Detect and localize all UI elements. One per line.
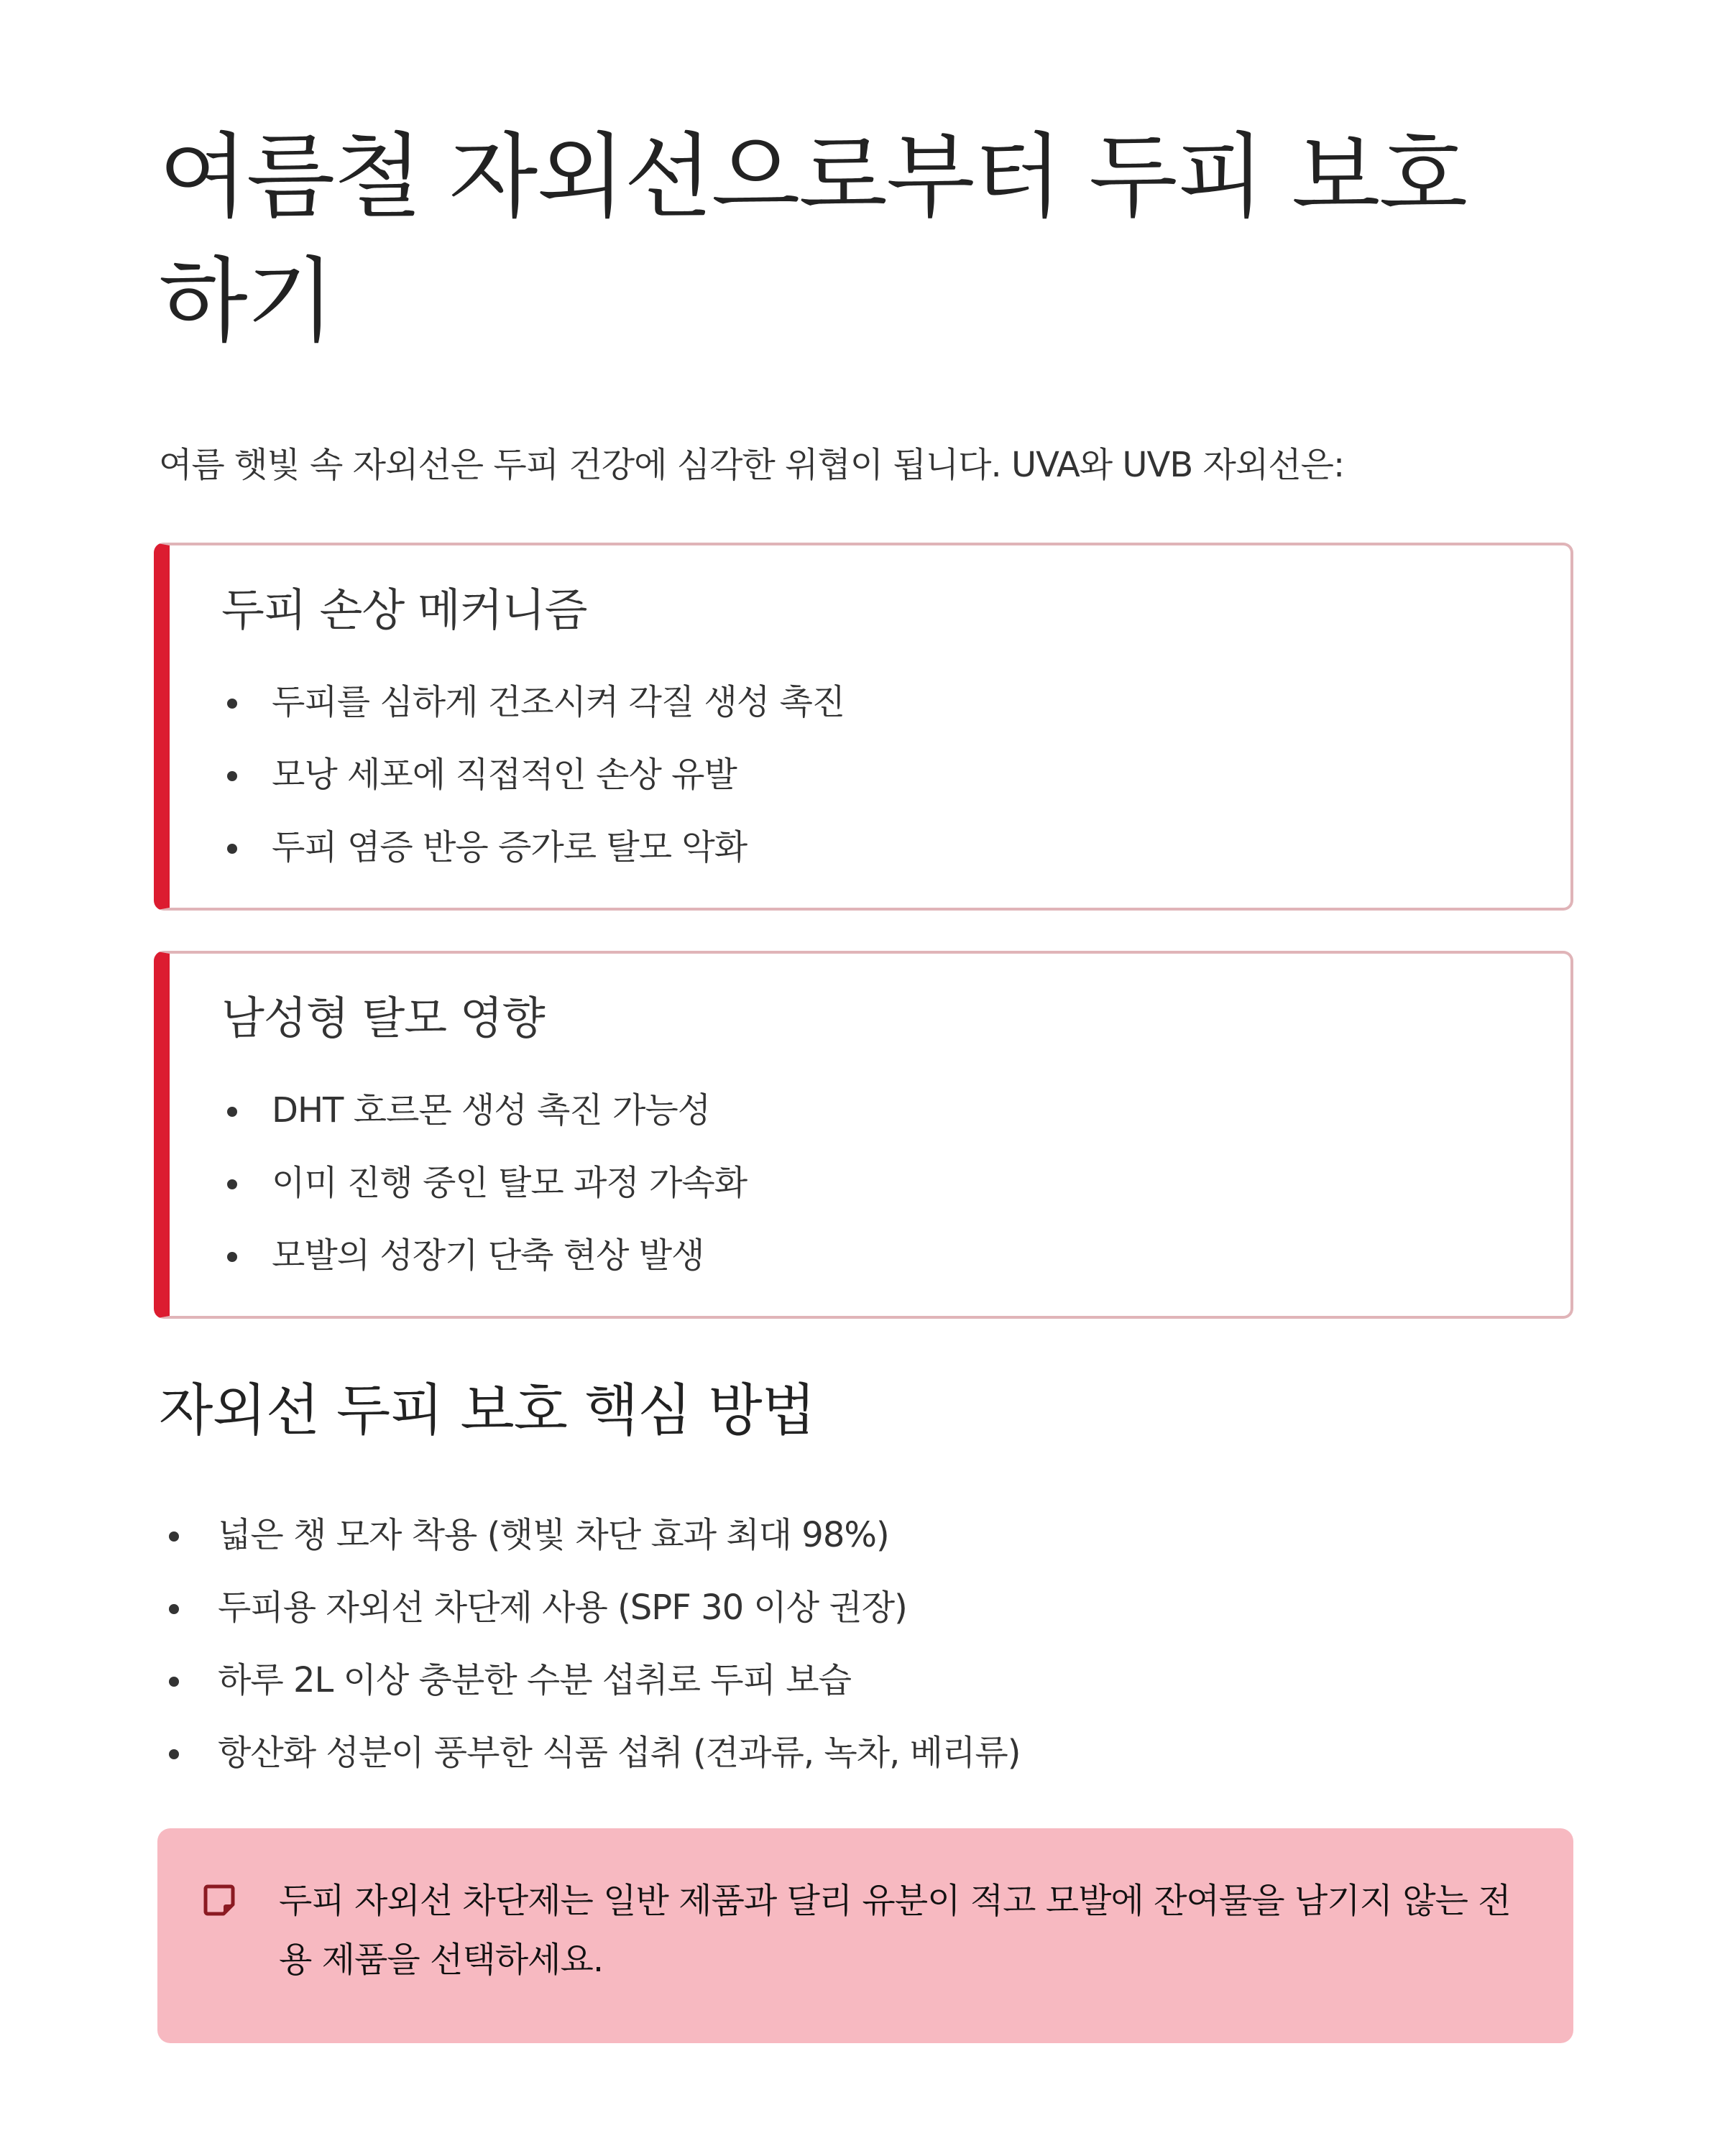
card-list (227, 1074, 747, 1292)
bullet-icon (227, 1252, 237, 1262)
list-item-text: 이미 진행 중인 탈모 과정 가속화 (272, 1163, 748, 1203)
list-item-text: 모낭 세포에 직접적인 손상 유발 (272, 755, 737, 795)
bullet-icon (227, 844, 237, 854)
list-item (227, 1074, 747, 1147)
list-item (227, 666, 845, 739)
note-icon (203, 1884, 235, 1916)
card-heading: 두피 손상 메커니즘 (221, 584, 587, 636)
section-heading: 자외선 두피 보호 핵심 방법 (159, 1378, 816, 1443)
list-item-text: 두피 염증 반응 증가로 탈모 악화 (272, 827, 748, 867)
page-title: 여름철 자외선으로부터 두피 보호하기 (159, 124, 1467, 355)
list-item-text: DHT 호르몬 생성 촉진 가능성 (272, 1090, 711, 1130)
bullet-icon (169, 1531, 179, 1542)
bullet-icon (227, 771, 237, 781)
tip-text: 두피 자외선 차단제는 일반 제품과 달리 유분이 적고 모발에 잔여물을 남기지 않는 전용 제품을 선택하세요. (279, 1881, 1511, 1980)
bullet-icon (169, 1604, 179, 1614)
list-item-text: 모발의 성장기 단축 현상 발생 (272, 1235, 704, 1276)
card-male-pattern (154, 951, 1573, 1319)
protection-list (169, 1499, 1021, 1789)
list-item (169, 1572, 1021, 1644)
tip-callout (157, 1828, 1573, 2043)
card-scalp-damage (154, 543, 1573, 911)
list-item-text: 두피용 자외선 차단제 사용 (SPF 30 이상 권장) (218, 1588, 907, 1628)
list-item (169, 1644, 1021, 1717)
list-item (227, 1220, 747, 1292)
list-item-text: 넓은 챙 모자 착용 (햇빛 차단 효과 최대 98%) (218, 1515, 889, 1555)
intro-text: 여름 햇빛 속 자외선은 두피 건강에 심각한 위협이 됩니다. UVA와 UVB 자외선은: (159, 445, 1345, 485)
bullet-icon (227, 699, 237, 709)
bullet-icon (169, 1749, 179, 1759)
bullet-icon (227, 1107, 237, 1117)
list-item-text: 하루 2L 이상 충분한 수분 섭취로 두피 보습 (218, 1660, 851, 1700)
list-item-text: 항산화 성분이 풍부한 식품 섭취 (견과류, 녹차, 베리류) (218, 1733, 1021, 1773)
list-item (169, 1717, 1021, 1789)
list-item (169, 1499, 1021, 1572)
card-list (227, 666, 845, 884)
list-item (227, 739, 845, 811)
list-item-text: 두피를 심하게 건조시켜 각질 생성 촉진 (272, 682, 845, 722)
card-heading: 남성형 탈모 영향 (221, 992, 545, 1044)
list-item (227, 811, 845, 884)
bullet-icon (227, 1179, 237, 1189)
list-item (227, 1147, 747, 1220)
bullet-icon (169, 1677, 179, 1687)
